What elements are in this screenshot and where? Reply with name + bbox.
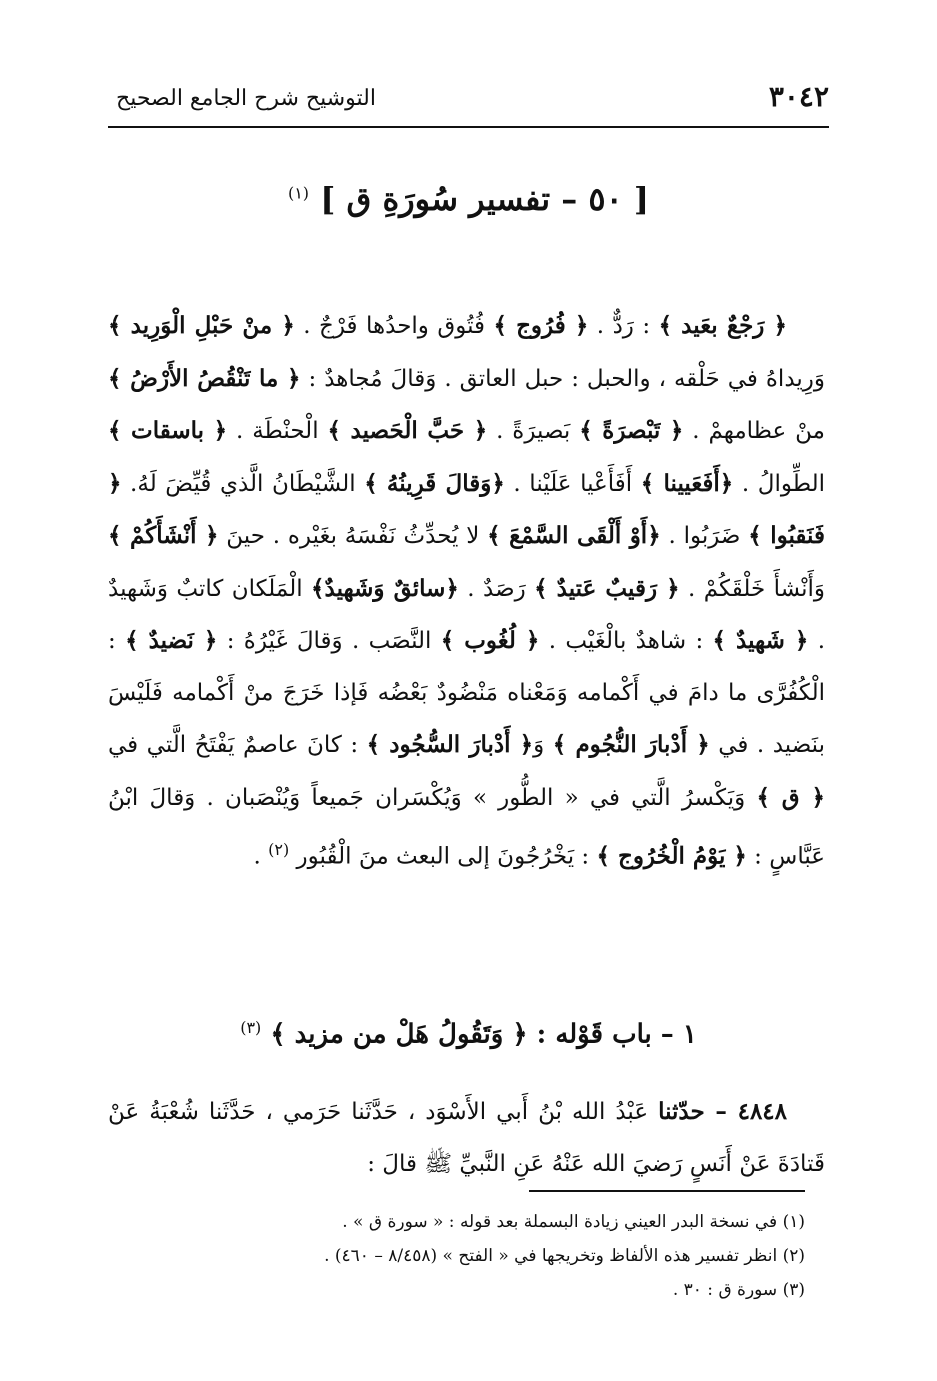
commentary-text: : الْكُفُرَّى ما دامَ في أَكْمامه وَمَعْناه مَنْضُودٌ بَعْضُه فَإذا خَرَجَ منْ أَكْمامه فَلَيْسَ بنَضيد . في [108, 628, 826, 758]
quran-word: ﴿ منْ حَبْلِ الْوَرِيد ﴾ [108, 312, 295, 339]
commentary-text: منْ عظامهمْ . [683, 418, 825, 444]
surah-title-text: [ ٥٠ – تفسير سُورَةِ ق ] [320, 180, 650, 218]
quran-word: ﴿ نَضيدٌ ﴾ [125, 627, 218, 654]
quran-word: ﴿وَقالَ قَرِينُهُ ﴾ [364, 469, 505, 497]
quran-word: ﴿ لُغُوب ﴾ [440, 627, 540, 654]
commentary-text: النَّصَب . وَقالَ غَيْرُهُ : [217, 628, 441, 654]
commentary-text: الطِّوالُ . [733, 470, 825, 497]
quran-word: ﴿ فُرُوج ﴾ [493, 312, 589, 339]
commentary-text: : يَخْرُجُونَ إلى البعث منَ الْقُبُور [289, 843, 597, 870]
commentary-text: : كانَ عاصمٌ يَفْتَحُ الَّتي في [108, 732, 367, 758]
commentary-text: أَفَأَعْيا عَلَيْنا . [504, 470, 641, 497]
hadith-number: ٤٨٤٨ – حدّثنا [658, 1098, 788, 1125]
quran-word: ﴿ ق ﴾ [756, 783, 825, 811]
book-title: التوشيح شرح الجامع الصحيح [116, 86, 376, 111]
commentary-text: الشَّيْطَانُ الَّذي قُيِّضَ لَهُ. [121, 470, 365, 497]
quran-word: ﴿ شَهيدٌ ﴾ [712, 627, 809, 654]
commentary-text: . [253, 843, 269, 870]
quran-word: ﴿ يَوْمُ الْخُرُوج ﴾ [596, 842, 747, 870]
footnote-ref-2: (٢) [268, 840, 290, 859]
quran-word: ﴿ فَنَقبُوا ﴾ [108, 469, 825, 549]
commentary-text: لا يُحدِّثُ نَفْسَهُ بغَيْره . حينَ [218, 523, 488, 549]
chapter-heading [108, 1018, 829, 1050]
quran-word: ﴿أَوْ أَلْقَى السَّمْعَ ﴾ [487, 522, 661, 549]
commentary-text: الْحنْطَة . [227, 418, 328, 444]
tafsir-paragraph [108, 300, 825, 883]
quran-word: ﴿سائقٌ وَشَهيدٌ﴾ [311, 574, 459, 602]
commentary-text: : شاهدٌ بالْغَيْب . [539, 628, 713, 654]
commentary-text: وَيَكْسرُ الَّتي في « الطُّور » وَيُكْسَران جَميعاً وَيُنْصَبان . وَقالَ ابْنُ عَبَّاسٍ : [108, 784, 825, 870]
footnote-divider [529, 1190, 805, 1192]
tafsir-text [108, 300, 825, 883]
commentary-text: بَصيرَةً . [487, 418, 580, 444]
commentary-text: رَصَدٌ . [458, 575, 535, 602]
commentary-text: الْمَلَكان كاتبٌ وَشَهيدٌ . [108, 575, 826, 654]
commentary-text: ضَرَبُوا . [660, 523, 749, 549]
quran-word: ﴿ أَدْبارَ السُّجُود ﴾ [366, 731, 534, 758]
quran-word: ﴿ رَجْعٌ بعَيد ﴾ [658, 312, 788, 339]
commentary-text: وَأَنْشأَ خَلْقَكُمْ . [679, 575, 825, 602]
commentary-text: وَ [533, 732, 553, 758]
footnote-1: (١) في نسخة البدر العيني زيادة البسملة بعد قوله : « سورة ق » . [342, 1212, 805, 1232]
quran-word: ﴿ أَدْبارَ النُّجُوم ﴾ [552, 731, 710, 758]
quran-word: ﴿ حَبَّ الْحَصيد ﴾ [327, 417, 488, 444]
hadith-text [108, 1086, 825, 1190]
page-number: ٣٠٤٢ [768, 80, 829, 113]
footnote-ref-3: (٣) [240, 1018, 262, 1037]
quran-word: ﴿ أَنْشَأَكُمْ ﴾ [108, 522, 219, 549]
footnotes [108, 1205, 805, 1307]
chapter-heading-text: ١ – باب قَوْله : ﴿ وَتَقُولُ هَلْ من مزيد ﴾ [270, 1019, 697, 1050]
hadith-paragraph [108, 1086, 825, 1190]
quran-word: ﴿ تَبْصرَةً ﴾ [579, 417, 684, 444]
commentary-text: : رَدٌّ . [588, 313, 659, 339]
quran-word: ﴿ ما تَنْقُصُ الأَرْضُ ﴾ [108, 364, 301, 392]
quran-word: ﴿ باسقات ﴾ [108, 417, 228, 444]
footnote-3: (٣) سورة ق : ٣٠ . [672, 1280, 805, 1300]
surah-title [108, 180, 829, 218]
commentary-text: فُتُوق واحدُها فَرْجٌ . [294, 313, 494, 339]
hadith-isnad: عَبْدُ الله بْنُ أَبي الأَسْوَد ، حَدَّثَنا حَرَمي ، حَدَّثَنا شُعْبَةُ عَنْ قَتادَةَ عَنْ أَنَسٍ رَضيَ الله عَنْهُ عَنِ النَّبيِّ ﷺ قالَ : [108, 1099, 825, 1177]
commentary-text: وَرِيداهُ في حَلْقه ، والحبل : حبل العاتق . وَقالَ مُجاهدٌ : [300, 365, 826, 392]
footnote-2: (٢) انظر تفسير هذه الألفاظ وتخريجها في « الفتح » (٨/٤٥٨ – ٤٦٠) . [324, 1246, 805, 1266]
running-header [108, 80, 829, 128]
quran-word: ﴿ رَقيبٌ عَتيدٌ ﴾ [534, 574, 680, 602]
quran-word: ﴿أَفَعَيينا ﴾ [640, 469, 734, 497]
footnote-ref-1: (١) [287, 183, 310, 203]
